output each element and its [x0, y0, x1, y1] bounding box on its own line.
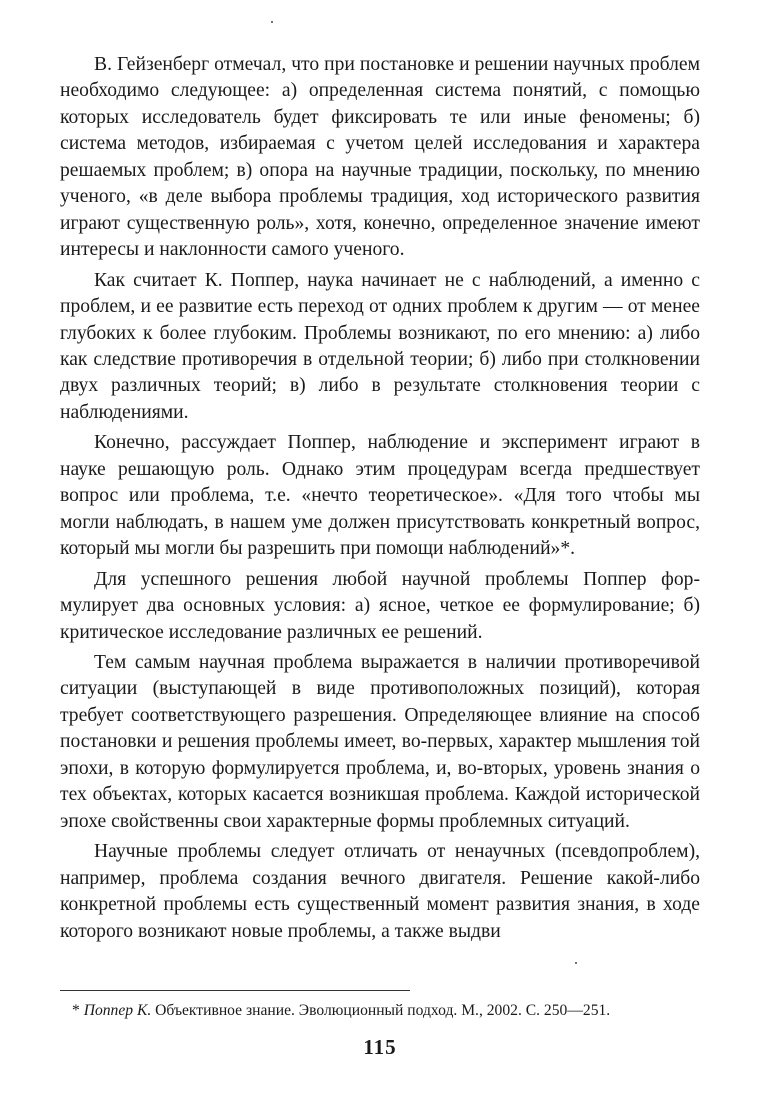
print-speck	[271, 21, 273, 23]
footnote-marker: *	[72, 1002, 80, 1019]
main-text	[60, 52, 700, 945]
footnote-citation: Объективное знание. Эволюционный подход. М., 2002. С. 250—251.	[155, 1002, 611, 1019]
paragraph: Для успешного решения любой научной проблемы Поппер формулирует два основных условия: а) ясное, четкое ее формулирование; б) критическое исследование различных ее решений.	[60, 568, 700, 643]
footnote	[60, 1001, 720, 1021]
paragraph: Конечно, рассуждает Поппер, наблюдение и эксперимент играют в науке решающую роль. Однако этим процедурам всегда предшествует вопрос или проблема, т.е. «нечто теоретическое». «Для того чтобы мы могли наблюдать, в нашем уме должен присутствовать конкретный вопрос, который мы могли бы разрешить при помощи наблюдений»*.	[60, 432, 700, 560]
print-speck	[575, 962, 577, 964]
footnote-divider	[60, 990, 410, 991]
paragraph: В. Гейзенберг отмечал, что при постановке и решении научных проблем необходимо следующее: а) определенная система понятий, с помощью которых исследователь будет фиксировать те или иные феномены; б) система методов, избираемая с учетом целей исследования и характера решаемых проблем; в) опора на научные традиции, поскольку, по мнению ученого, «в деле выбора проблемы традиция, ход исторического развития играют существенную роль», хотя, конечно, определенное значение имеют интересы и наклонности самого ученого.	[60, 54, 700, 261]
paragraph: Как считает К. Поппер, наука начинает не с наблюдений, а именно с проблем, и ее развитие есть переход от одних проблем к другим — от менее глубоких к более глубоким. Проблемы возникают, по его мнению: а) либо как следствие противоречия в отдельной теории; б) либо при столкновении двух различных теорий; в) либо в результате столкновения теории с наблюдениями.	[60, 269, 700, 423]
footnote-author: Поппер К.	[83, 1002, 152, 1019]
page-number: 115	[363, 1035, 397, 1059]
paragraph: Тем самым научная проблема выражается в наличии противоречивой ситуации (выступающей в виде противоположных позиций), которая требует соответствующего разрешения. Определяющее влияние на способ постановки и решения проблемы имеет, во-первых, характер мышления той эпохи, в которую формулируется проблема, и, во-вторых, уровень знания о тех объектах, которых касается возникшая проблема. Каждой исторической эпохе свойственны свои характерные формы проблемных ситуаций.	[60, 651, 700, 832]
paragraph: Научные проблемы следует отличать от ненаучных (псевдопроблем), например, проблема создания вечного двигателя. Решение какой-либо конкретной проблемы есть существенный момент развития знания, в ходе которого возникают новые проблемы, а также выдви	[60, 841, 700, 942]
